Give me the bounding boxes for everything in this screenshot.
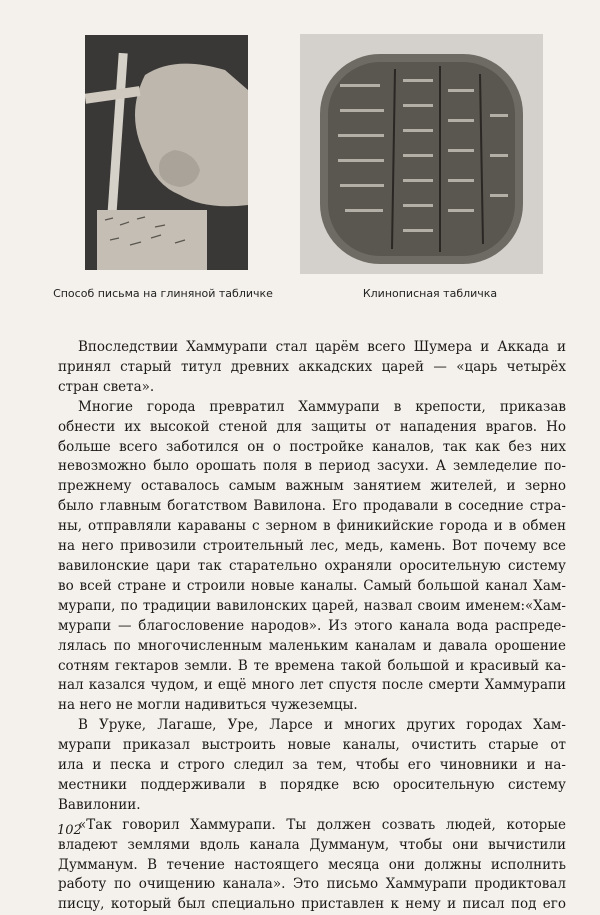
right-figure-caption: Клинописная табличка [362,287,498,300]
text-line: Вавилонии. [58,796,141,813]
clay-tablet-writing-photo [85,35,248,270]
text-line: было главным богатством Вавилона. Его продавали в соседние стра- [58,498,566,515]
text-line: сотням гектаров земли. В те времена такой большой и красивый ка- [58,657,566,674]
text-line: мурапи — благословение народов». Из этого канала вода распреде- [58,617,566,634]
text-line: писцу, который был специально приставлен к нему и писал под его [58,896,566,913]
text-line: невозможно было орошать поля в период засухи. А земледелие по- [58,458,566,475]
text-line: Многие города превратил Хаммурапи в крепости, приказав [78,398,566,415]
text-line: Впоследствии Хаммурапи стал царём всего Шумера и Аккада и [78,339,566,355]
text-line: ны, отправляли караваны с зерном в финикийские города и в обмен [58,518,566,535]
text-line: на него не могли надивиться чужеземцы. [58,697,358,714]
text-line: владеют землями вдоль канала Думманум, чтобы они вычистили [58,836,566,853]
stylus-hand-illustration [85,35,248,270]
left-figure-caption: Способ письма на глиняной табличке [53,287,273,300]
text-line: нал казался чудом, и ещё много лет спустя после смерти Хаммурапи [58,677,566,694]
text-line: во всей стране и строили новые каналы. Самый большой канал Хам- [58,577,566,594]
cuneiform-tablet-illustration [300,34,543,274]
text-line: лялась по многочисленным маленьким каналам и давала орошение [58,637,566,654]
cuneiform-tablet-photo [300,34,543,274]
text-line: работу по очищению канала». Это письмо Хаммурапи продиктовал [58,876,566,893]
text-line: прежнему оставалось самым важным занятием жителей, и зерно [58,478,566,495]
text-line: Думманум. В течение настоящего месяца они должны исполнить [58,856,566,873]
text-line: вавилонские цари так старательно охраняли оросительную систему [58,557,566,574]
text-line: принял старый титул древних аккадских царей — «царь четырёх [58,358,566,375]
text-line: стран света». [58,378,155,395]
text-line: мурапи приказал выстроить новые каналы, очистить старые от [58,737,566,754]
text-line: на него привозили строительный лес, медь, камень. Вот почему все [58,538,566,555]
text-line: обнести их высокой стеной для защиты от нападения врагов. Но [58,418,566,435]
page-number: 102 [57,823,82,838]
text-line: мурапи, по традиции вавилонских царей, назвал своим именем:«Хам- [58,597,566,614]
body-text [58,338,566,915]
text-line: «Так говорил Хаммурапи. Ты должен созвать людей, которые [78,816,566,833]
text-line: местники поддерживали в порядке всю оросительную систему [58,776,566,793]
text-line: ила и песка и строго следил за тем, чтобы его чиновники и на- [58,757,566,774]
text-line: В Уруке, Лагаше, Уре, Ларсе и многих других городах Хам- [78,717,566,734]
text-line: больше всего заботился он о постройке каналов, так как без них [58,438,566,455]
